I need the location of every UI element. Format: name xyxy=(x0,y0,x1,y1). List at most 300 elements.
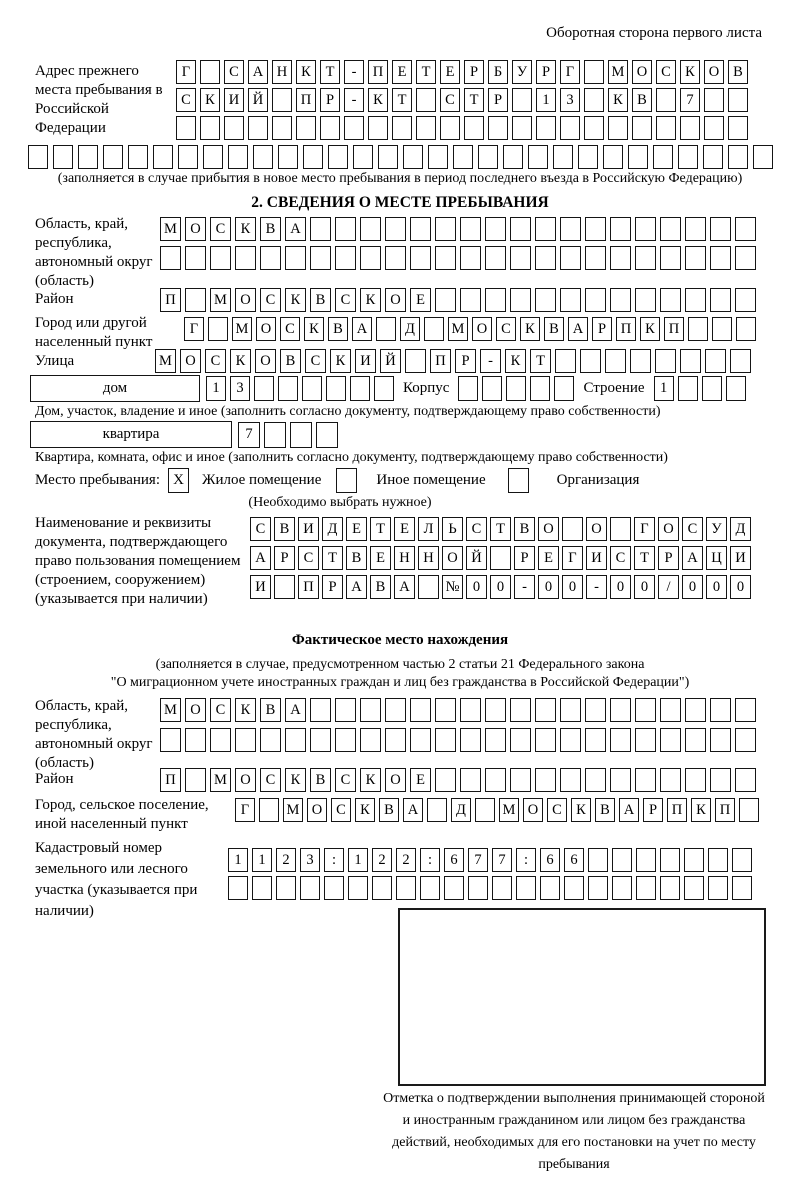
char-cell[interactable]: К xyxy=(235,698,256,722)
char-cell[interactable]: О xyxy=(523,798,543,822)
char-cell[interactable] xyxy=(564,876,584,900)
char-cell[interactable] xyxy=(185,246,206,270)
char-cell[interactable]: К xyxy=(285,288,306,312)
char-cell[interactable]: Т xyxy=(416,60,436,84)
char-cell[interactable]: С xyxy=(610,546,631,570)
char-cell[interactable] xyxy=(460,217,481,241)
char-cell[interactable] xyxy=(560,217,581,241)
char-cell[interactable] xyxy=(210,246,231,270)
char-cell[interactable]: Е xyxy=(440,60,460,84)
char-cell[interactable] xyxy=(656,88,676,112)
house-type-box[interactable]: дом xyxy=(30,375,200,402)
char-cell[interactable] xyxy=(310,217,331,241)
char-cell[interactable]: О xyxy=(307,798,327,822)
char-cell[interactable] xyxy=(403,145,423,169)
char-cell[interactable]: С xyxy=(335,288,356,312)
char-cell[interactable] xyxy=(392,116,412,140)
char-cell[interactable] xyxy=(285,246,306,270)
char-cell[interactable] xyxy=(453,145,473,169)
char-cell[interactable]: В xyxy=(728,60,748,84)
char-cell[interactable] xyxy=(335,728,356,752)
char-cell[interactable] xyxy=(510,288,531,312)
char-cell[interactable]: О xyxy=(185,217,206,241)
char-cell[interactable] xyxy=(535,768,556,792)
char-cell[interactable] xyxy=(435,698,456,722)
char-cell[interactable] xyxy=(610,246,631,270)
char-cell[interactable] xyxy=(200,60,220,84)
char-cell[interactable]: Е xyxy=(538,546,559,570)
char-cell[interactable]: 6 xyxy=(540,848,560,872)
char-cell[interactable] xyxy=(253,145,273,169)
char-cell[interactable] xyxy=(310,698,331,722)
char-cell[interactable] xyxy=(228,145,248,169)
char-cell[interactable]: В xyxy=(595,798,615,822)
char-cell[interactable]: К xyxy=(360,288,381,312)
char-cell[interactable]: Д xyxy=(322,517,343,541)
char-cell[interactable] xyxy=(176,116,196,140)
char-cell[interactable] xyxy=(510,698,531,722)
char-cell[interactable] xyxy=(680,349,701,373)
char-cell[interactable] xyxy=(535,246,556,270)
char-cell[interactable] xyxy=(555,349,576,373)
char-cell[interactable] xyxy=(435,217,456,241)
char-cell[interactable] xyxy=(353,145,373,169)
char-cell[interactable]: Й xyxy=(380,349,401,373)
char-cell[interactable] xyxy=(160,728,181,752)
char-cell[interactable]: В xyxy=(260,698,281,722)
char-cell[interactable]: В xyxy=(346,546,367,570)
char-cell[interactable]: М xyxy=(210,768,231,792)
char-cell[interactable] xyxy=(635,217,656,241)
char-cell[interactable]: П xyxy=(664,317,684,341)
char-cell[interactable] xyxy=(660,876,680,900)
char-cell[interactable] xyxy=(703,145,723,169)
char-cell[interactable]: Т xyxy=(464,88,484,112)
char-cell[interactable] xyxy=(290,422,312,448)
char-cell[interactable] xyxy=(678,376,698,401)
char-cell[interactable] xyxy=(510,246,531,270)
char-cell[interactable] xyxy=(326,376,346,401)
char-cell[interactable]: К xyxy=(200,88,220,112)
char-cell[interactable] xyxy=(710,698,731,722)
char-cell[interactable]: С xyxy=(682,517,703,541)
char-cell[interactable] xyxy=(435,246,456,270)
char-cell[interactable] xyxy=(704,88,724,112)
char-cell[interactable] xyxy=(636,876,656,900)
char-cell[interactable] xyxy=(653,145,673,169)
char-cell[interactable]: Р xyxy=(643,798,663,822)
char-cell[interactable] xyxy=(348,876,368,900)
char-cell[interactable] xyxy=(656,116,676,140)
char-cell[interactable] xyxy=(580,349,601,373)
char-cell[interactable]: И xyxy=(586,546,607,570)
char-cell[interactable] xyxy=(360,698,381,722)
char-cell[interactable]: Н xyxy=(394,546,415,570)
char-cell[interactable] xyxy=(335,246,356,270)
char-cell[interactable] xyxy=(503,145,523,169)
char-cell[interactable] xyxy=(208,317,228,341)
char-cell[interactable]: Е xyxy=(410,288,431,312)
char-cell[interactable] xyxy=(708,848,728,872)
char-cell[interactable] xyxy=(732,848,752,872)
char-cell[interactable] xyxy=(368,116,388,140)
char-cell[interactable] xyxy=(585,217,606,241)
char-cell[interactable]: О xyxy=(256,317,276,341)
char-cell[interactable]: А xyxy=(346,575,367,599)
char-cell[interactable] xyxy=(710,246,731,270)
char-cell[interactable]: С xyxy=(205,349,226,373)
char-cell[interactable] xyxy=(588,876,608,900)
char-cell[interactable]: С xyxy=(440,88,460,112)
char-cell[interactable] xyxy=(378,145,398,169)
char-cell[interactable] xyxy=(78,145,98,169)
char-cell[interactable]: 0 xyxy=(490,575,511,599)
char-cell[interactable]: Л xyxy=(418,517,439,541)
char-cell[interactable] xyxy=(680,116,700,140)
char-cell[interactable] xyxy=(584,88,604,112)
char-cell[interactable]: М xyxy=(448,317,468,341)
char-cell[interactable]: С xyxy=(656,60,676,84)
char-cell[interactable]: Ь xyxy=(442,517,463,541)
char-cell[interactable] xyxy=(488,116,508,140)
char-cell[interactable]: Д xyxy=(730,517,751,541)
char-cell[interactable] xyxy=(554,376,574,401)
char-cell[interactable] xyxy=(260,246,281,270)
char-cell[interactable] xyxy=(468,876,488,900)
char-cell[interactable] xyxy=(585,728,606,752)
char-cell[interactable] xyxy=(128,145,148,169)
char-cell[interactable] xyxy=(535,217,556,241)
char-cell[interactable] xyxy=(530,376,550,401)
char-cell[interactable] xyxy=(435,728,456,752)
char-cell[interactable] xyxy=(344,116,364,140)
char-cell[interactable]: И xyxy=(224,88,244,112)
other-premises-checkbox[interactable] xyxy=(336,468,357,493)
char-cell[interactable]: Т xyxy=(490,517,511,541)
char-cell[interactable]: П xyxy=(298,575,319,599)
char-cell[interactable] xyxy=(635,698,656,722)
char-cell[interactable]: 2 xyxy=(276,848,296,872)
char-cell[interactable]: Т xyxy=(530,349,551,373)
char-cell[interactable] xyxy=(228,876,248,900)
char-cell[interactable] xyxy=(53,145,73,169)
char-cell[interactable]: С xyxy=(210,698,231,722)
char-cell[interactable] xyxy=(300,876,320,900)
char-cell[interactable]: П xyxy=(616,317,636,341)
residential-checkbox[interactable]: X xyxy=(168,468,189,493)
char-cell[interactable]: 6 xyxy=(564,848,584,872)
char-cell[interactable] xyxy=(708,876,728,900)
char-cell[interactable] xyxy=(28,145,48,169)
char-cell[interactable]: С xyxy=(496,317,516,341)
char-cell[interactable]: О xyxy=(385,768,406,792)
char-cell[interactable] xyxy=(485,288,506,312)
char-cell[interactable]: Ц xyxy=(706,546,727,570)
char-cell[interactable] xyxy=(460,768,481,792)
char-cell[interactable]: О xyxy=(472,317,492,341)
char-cell[interactable]: 1 xyxy=(252,848,272,872)
char-cell[interactable]: С xyxy=(547,798,567,822)
char-cell[interactable]: 1 xyxy=(536,88,556,112)
char-cell[interactable]: В xyxy=(280,349,301,373)
char-cell[interactable] xyxy=(536,116,556,140)
char-cell[interactable]: С xyxy=(335,768,356,792)
char-cell[interactable]: Т xyxy=(634,546,655,570)
char-cell[interactable]: 2 xyxy=(396,848,416,872)
char-cell[interactable]: А xyxy=(250,546,271,570)
char-cell[interactable]: Р xyxy=(320,88,340,112)
char-cell[interactable]: С xyxy=(466,517,487,541)
char-cell[interactable]: К xyxy=(230,349,251,373)
char-cell[interactable] xyxy=(540,876,560,900)
char-cell[interactable]: И xyxy=(355,349,376,373)
char-cell[interactable] xyxy=(660,848,680,872)
char-cell[interactable] xyxy=(610,768,631,792)
char-cell[interactable]: И xyxy=(250,575,271,599)
char-cell[interactable]: П xyxy=(368,60,388,84)
char-cell[interactable]: М xyxy=(160,217,181,241)
char-cell[interactable] xyxy=(372,876,392,900)
char-cell[interactable] xyxy=(610,728,631,752)
char-cell[interactable]: Г xyxy=(560,60,580,84)
char-cell[interactable]: - xyxy=(480,349,501,373)
char-cell[interactable]: А xyxy=(352,317,372,341)
char-cell[interactable] xyxy=(635,246,656,270)
char-cell[interactable] xyxy=(224,116,244,140)
char-cell[interactable] xyxy=(235,246,256,270)
char-cell[interactable] xyxy=(584,116,604,140)
char-cell[interactable]: Р xyxy=(455,349,476,373)
char-cell[interactable] xyxy=(735,768,756,792)
char-cell[interactable] xyxy=(630,349,651,373)
char-cell[interactable]: 0 xyxy=(682,575,703,599)
char-cell[interactable] xyxy=(610,517,631,541)
char-cell[interactable] xyxy=(753,145,773,169)
char-cell[interactable]: А xyxy=(394,575,415,599)
char-cell[interactable]: М xyxy=(608,60,628,84)
char-cell[interactable] xyxy=(660,288,681,312)
char-cell[interactable] xyxy=(608,116,628,140)
char-cell[interactable]: П xyxy=(430,349,451,373)
char-cell[interactable]: К xyxy=(296,60,316,84)
char-cell[interactable] xyxy=(585,768,606,792)
char-cell[interactable]: 3 xyxy=(230,376,250,401)
char-cell[interactable]: 7 xyxy=(492,848,512,872)
char-cell[interactable] xyxy=(302,376,322,401)
char-cell[interactable] xyxy=(178,145,198,169)
char-cell[interactable] xyxy=(396,876,416,900)
char-cell[interactable]: - xyxy=(586,575,607,599)
char-cell[interactable]: 0 xyxy=(466,575,487,599)
char-cell[interactable] xyxy=(440,116,460,140)
char-cell[interactable] xyxy=(460,728,481,752)
char-cell[interactable] xyxy=(710,728,731,752)
char-cell[interactable] xyxy=(185,768,206,792)
char-cell[interactable]: - xyxy=(344,60,364,84)
char-cell[interactable] xyxy=(252,876,272,900)
char-cell[interactable] xyxy=(704,116,724,140)
char-cell[interactable]: В xyxy=(544,317,564,341)
char-cell[interactable]: Р xyxy=(464,60,484,84)
char-cell[interactable] xyxy=(728,145,748,169)
char-cell[interactable]: О xyxy=(632,60,652,84)
char-cell[interactable]: С xyxy=(305,349,326,373)
char-cell[interactable] xyxy=(535,288,556,312)
char-cell[interactable] xyxy=(264,422,286,448)
char-cell[interactable] xyxy=(712,317,732,341)
char-cell[interactable] xyxy=(688,317,708,341)
char-cell[interactable]: : xyxy=(420,848,440,872)
char-cell[interactable] xyxy=(272,116,292,140)
char-cell[interactable] xyxy=(274,575,295,599)
char-cell[interactable]: Е xyxy=(410,768,431,792)
char-cell[interactable] xyxy=(660,246,681,270)
char-cell[interactable] xyxy=(475,798,495,822)
char-cell[interactable]: М xyxy=(283,798,303,822)
char-cell[interactable]: Н xyxy=(272,60,292,84)
char-cell[interactable]: М xyxy=(499,798,519,822)
char-cell[interactable] xyxy=(603,145,623,169)
char-cell[interactable] xyxy=(418,575,439,599)
char-cell[interactable] xyxy=(585,288,606,312)
char-cell[interactable]: О xyxy=(185,698,206,722)
char-cell[interactable] xyxy=(272,88,292,112)
char-cell[interactable]: Н xyxy=(418,546,439,570)
char-cell[interactable]: - xyxy=(344,88,364,112)
char-cell[interactable] xyxy=(610,288,631,312)
char-cell[interactable] xyxy=(485,728,506,752)
char-cell[interactable]: Г xyxy=(235,798,255,822)
char-cell[interactable]: Р xyxy=(274,546,295,570)
char-cell[interactable]: № xyxy=(442,575,463,599)
char-cell[interactable]: К xyxy=(330,349,351,373)
char-cell[interactable] xyxy=(610,698,631,722)
char-cell[interactable]: 0 xyxy=(562,575,583,599)
char-cell[interactable] xyxy=(736,317,756,341)
char-cell[interactable]: У xyxy=(512,60,532,84)
char-cell[interactable] xyxy=(320,116,340,140)
char-cell[interactable]: С xyxy=(210,217,231,241)
char-cell[interactable]: О xyxy=(658,517,679,541)
char-cell[interactable] xyxy=(702,376,722,401)
char-cell[interactable]: 0 xyxy=(730,575,751,599)
char-cell[interactable]: К xyxy=(680,60,700,84)
char-cell[interactable] xyxy=(684,876,704,900)
char-cell[interactable] xyxy=(578,145,598,169)
char-cell[interactable]: 7 xyxy=(238,422,260,448)
char-cell[interactable]: Е xyxy=(370,546,391,570)
char-cell[interactable]: К xyxy=(360,768,381,792)
char-cell[interactable] xyxy=(560,116,580,140)
char-cell[interactable] xyxy=(735,246,756,270)
char-cell[interactable] xyxy=(685,768,706,792)
char-cell[interactable] xyxy=(435,768,456,792)
char-cell[interactable] xyxy=(512,116,532,140)
char-cell[interactable] xyxy=(560,728,581,752)
char-cell[interactable]: О xyxy=(385,288,406,312)
char-cell[interactable]: П xyxy=(715,798,735,822)
char-cell[interactable]: С xyxy=(260,768,281,792)
char-cell[interactable] xyxy=(410,246,431,270)
char-cell[interactable] xyxy=(360,728,381,752)
char-cell[interactable]: М xyxy=(155,349,176,373)
char-cell[interactable]: Г xyxy=(634,517,655,541)
char-cell[interactable] xyxy=(632,116,652,140)
char-cell[interactable]: Р xyxy=(488,88,508,112)
char-cell[interactable]: Й xyxy=(466,546,487,570)
char-cell[interactable] xyxy=(730,349,751,373)
char-cell[interactable]: Г xyxy=(176,60,196,84)
char-cell[interactable]: К xyxy=(571,798,591,822)
char-cell[interactable] xyxy=(427,798,447,822)
char-cell[interactable] xyxy=(160,246,181,270)
char-cell[interactable] xyxy=(560,288,581,312)
char-cell[interactable] xyxy=(310,246,331,270)
char-cell[interactable] xyxy=(635,768,656,792)
char-cell[interactable]: : xyxy=(516,848,536,872)
char-cell[interactable]: В xyxy=(632,88,652,112)
char-cell[interactable]: 3 xyxy=(300,848,320,872)
char-cell[interactable] xyxy=(560,698,581,722)
char-cell[interactable] xyxy=(254,376,274,401)
char-cell[interactable]: В xyxy=(310,768,331,792)
char-cell[interactable]: Е xyxy=(346,517,367,541)
char-cell[interactable] xyxy=(235,728,256,752)
char-cell[interactable] xyxy=(410,698,431,722)
char-cell[interactable]: К xyxy=(235,217,256,241)
char-cell[interactable] xyxy=(485,246,506,270)
char-cell[interactable] xyxy=(416,88,436,112)
char-cell[interactable]: 7 xyxy=(468,848,488,872)
char-cell[interactable] xyxy=(482,376,502,401)
char-cell[interactable] xyxy=(153,145,173,169)
char-cell[interactable]: С xyxy=(260,288,281,312)
char-cell[interactable]: Й xyxy=(248,88,268,112)
char-cell[interactable]: К xyxy=(304,317,324,341)
char-cell[interactable]: С xyxy=(250,517,271,541)
char-cell[interactable]: О xyxy=(255,349,276,373)
char-cell[interactable]: К xyxy=(368,88,388,112)
char-cell[interactable]: Т xyxy=(320,60,340,84)
char-cell[interactable]: О xyxy=(538,517,559,541)
char-cell[interactable] xyxy=(705,349,726,373)
char-cell[interactable] xyxy=(185,728,206,752)
char-cell[interactable] xyxy=(506,376,526,401)
char-cell[interactable] xyxy=(385,698,406,722)
char-cell[interactable] xyxy=(335,217,356,241)
char-cell[interactable] xyxy=(710,288,731,312)
apartment-type-box[interactable]: квартира xyxy=(30,421,232,448)
char-cell[interactable] xyxy=(376,317,396,341)
char-cell[interactable]: К xyxy=(520,317,540,341)
char-cell[interactable]: В xyxy=(328,317,348,341)
char-cell[interactable] xyxy=(636,848,656,872)
char-cell[interactable]: М xyxy=(232,317,252,341)
char-cell[interactable] xyxy=(685,728,706,752)
char-cell[interactable] xyxy=(328,145,348,169)
char-cell[interactable] xyxy=(410,217,431,241)
char-cell[interactable] xyxy=(485,698,506,722)
char-cell[interactable]: С xyxy=(176,88,196,112)
char-cell[interactable] xyxy=(588,848,608,872)
char-cell[interactable]: А xyxy=(285,698,306,722)
char-cell[interactable] xyxy=(655,349,676,373)
char-cell[interactable]: К xyxy=(355,798,375,822)
char-cell[interactable]: С xyxy=(224,60,244,84)
char-cell[interactable]: : xyxy=(324,848,344,872)
char-cell[interactable] xyxy=(460,698,481,722)
char-cell[interactable] xyxy=(585,246,606,270)
